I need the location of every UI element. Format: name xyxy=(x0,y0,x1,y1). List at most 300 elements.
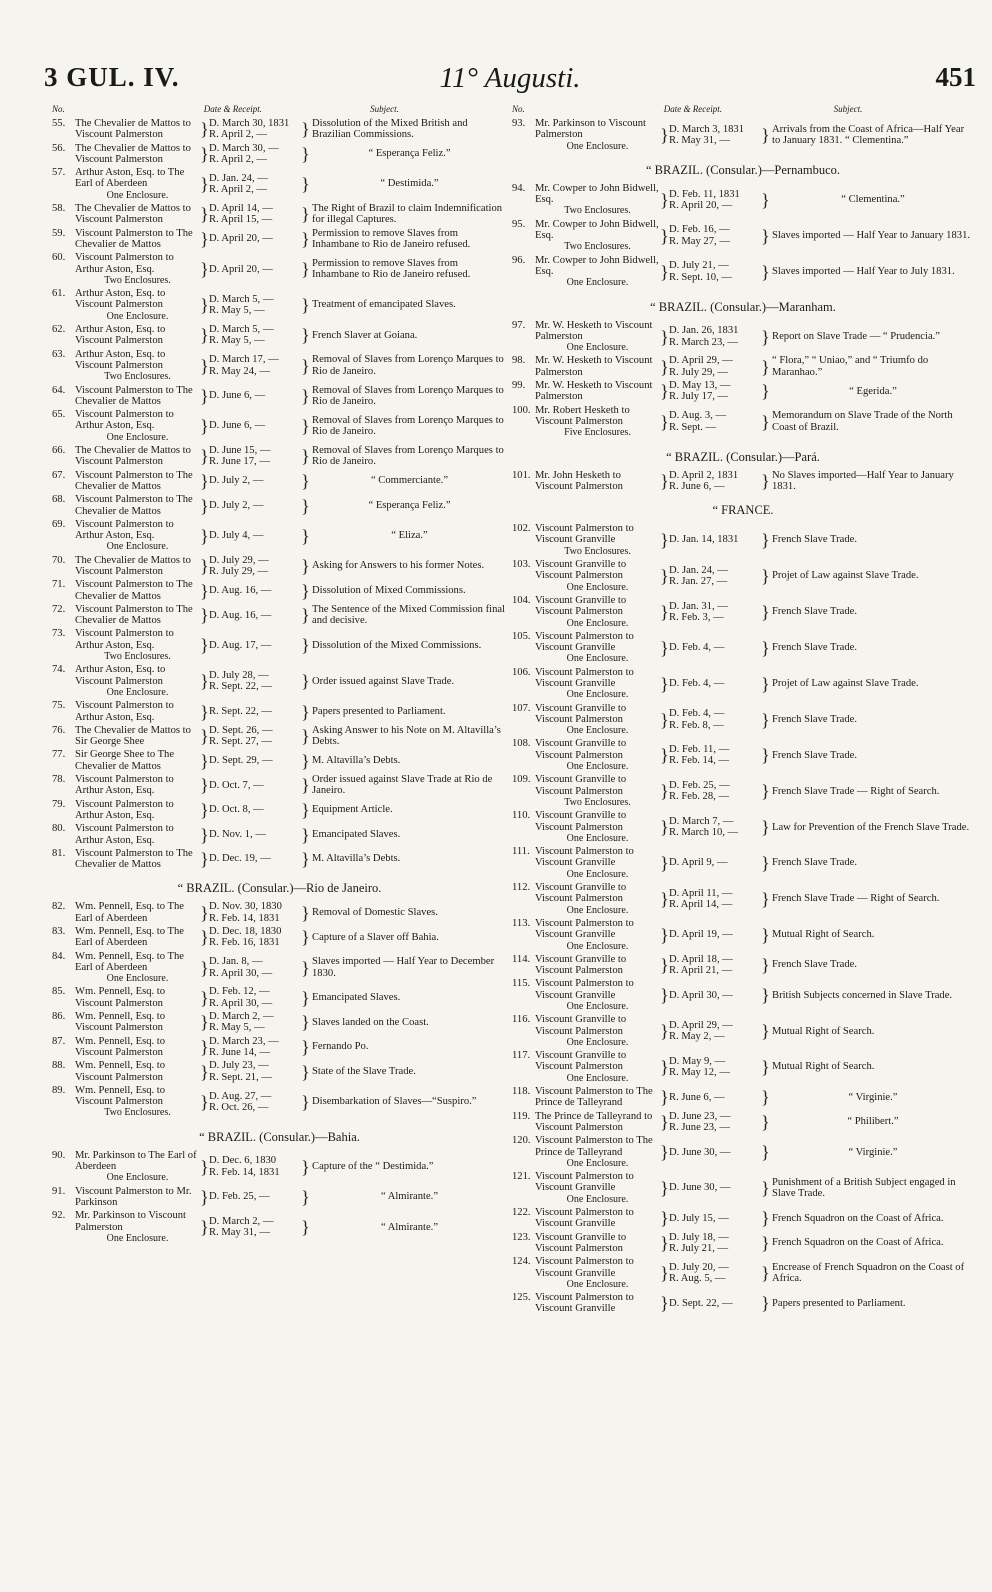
correspondent xyxy=(75,986,200,1009)
brace-icon: } xyxy=(200,470,209,491)
entry-number: 59. xyxy=(52,227,66,239)
receipt-date: R. March 23, — xyxy=(669,336,739,348)
brace-icon: } xyxy=(301,1036,310,1057)
receipt-date: R. May 27, — xyxy=(669,235,730,247)
correspondent-names: Viscount Palmerston to Arthur Aston, Esq. xyxy=(75,823,174,846)
enclosure-note: One Enclosure. xyxy=(566,761,629,773)
subject: Projet of Law against Slave Trade. xyxy=(772,570,919,582)
dispatch-date: D. Aug. 16, — xyxy=(209,609,272,621)
correspondent xyxy=(75,470,200,493)
correspondent xyxy=(75,725,200,748)
list-item xyxy=(52,323,507,348)
entry-list xyxy=(512,319,974,440)
dispatch-date: D. June 23, — xyxy=(669,1110,731,1122)
subject: “ Almirante.” xyxy=(380,1191,439,1203)
subject: The Sentence of the Mixed Commission final and decisive. xyxy=(312,603,506,627)
subject: Treatment of emancipated Slaves. xyxy=(312,299,456,311)
date-receipt xyxy=(209,519,301,553)
entry-number: 88. xyxy=(52,1060,66,1072)
list-item xyxy=(512,1206,974,1231)
correspondent-names: Wm. Pennell, Esq. to Viscount Palmerston xyxy=(75,1035,166,1058)
subject: Permission to remove Slaves from Inhambane to Rio de Janeiro refused. xyxy=(312,227,471,250)
entry-number: 69. xyxy=(52,518,66,530)
subject: “ Almirante.” xyxy=(380,1221,439,1233)
section-heading-france: “ FRANCE. xyxy=(712,503,774,518)
brace-icon: } xyxy=(200,701,209,722)
list-item xyxy=(512,630,974,666)
entry-number: 82. xyxy=(52,901,66,913)
correspondent-names: Wm. Pennell, Esq. to The Earl of Aberdeen xyxy=(75,901,184,924)
brace-icon: } xyxy=(200,671,209,692)
enclosure-note: One Enclosure. xyxy=(566,277,629,289)
brace-icon: } xyxy=(301,799,310,820)
correspondent xyxy=(535,978,660,1012)
dispatch-date: D. Sept. 26, — xyxy=(209,724,273,736)
brace-icon: } xyxy=(301,775,310,796)
dispatch-date: D. May 13, — xyxy=(669,380,731,392)
enclosure-note: One Enclosure. xyxy=(106,431,169,443)
date-receipt xyxy=(209,252,301,286)
brace-icon: } xyxy=(200,355,209,376)
dispatch-date: D. July 18, — xyxy=(669,1231,729,1243)
subject: French Slave Trade. xyxy=(772,642,858,654)
brace-icon: } xyxy=(200,555,209,576)
brace-icon: } xyxy=(301,555,310,576)
list-item xyxy=(52,900,507,925)
dispatch-date: D. Feb. 4, — xyxy=(669,708,725,720)
date-receipt xyxy=(209,628,301,662)
entry-number: 75. xyxy=(52,700,66,712)
entry-number: 79. xyxy=(52,798,66,810)
entry-list xyxy=(52,900,507,1119)
entry-number: 60. xyxy=(52,252,66,264)
list-item xyxy=(512,953,974,978)
brace-icon: } xyxy=(200,580,209,601)
entry-number: 112. xyxy=(512,882,531,894)
subject: Capture of a Slaver off Bahia. xyxy=(312,931,439,943)
dispatch-date: D. April 30, — xyxy=(669,989,733,1001)
enclosure-note: Two Enclosures. xyxy=(564,545,631,557)
brace-icon: } xyxy=(761,601,770,622)
date-receipt xyxy=(209,1150,301,1184)
correspondent-names: Viscount Palmerston to Viscount Granville xyxy=(535,1171,634,1194)
subject: Dissolution of Mixed Commissions. xyxy=(312,584,466,596)
list-item xyxy=(512,379,974,404)
list-item xyxy=(512,881,974,917)
correspondent xyxy=(75,519,200,553)
brace-icon: } xyxy=(660,985,669,1006)
brace-icon: } xyxy=(761,565,770,586)
brace-icon: } xyxy=(200,228,209,249)
subject: French Slave Trade — Right of Search. xyxy=(772,785,940,797)
correspondent xyxy=(75,1186,200,1209)
enclosure-note: One Enclosure. xyxy=(106,541,169,553)
receipt-date: R. April 2, — xyxy=(209,184,267,196)
subject: French Slaver at Goiana. xyxy=(312,329,418,341)
subject: “ Virginie.” xyxy=(848,1091,898,1103)
date-receipt xyxy=(209,951,301,985)
brace-icon: } xyxy=(200,204,209,225)
correspondent xyxy=(535,183,660,217)
dispatch-date: D. July 15, — xyxy=(669,1212,729,1224)
enclosure-note: Two Enclosures. xyxy=(104,1107,171,1119)
brace-icon: } xyxy=(660,1293,669,1314)
brace-icon: } xyxy=(761,225,770,246)
brace-icon: } xyxy=(200,1156,209,1177)
correspondent xyxy=(535,954,660,977)
entry-number: 120. xyxy=(512,1135,531,1147)
correspondent xyxy=(75,1085,200,1119)
correspondent-names: Mr. Parkinson to Viscount Palmerston xyxy=(75,1210,186,1233)
subject: No Slaves imported—Half Year to January 1831. xyxy=(772,469,954,492)
subject: Removal of Slaves from Lorenço Marques to Rio de Janeiro. xyxy=(312,354,504,377)
correspondent xyxy=(535,738,660,772)
date-receipt xyxy=(669,1232,761,1255)
correspondent-names: Viscount Palmerston to Arthur Aston, Esq. xyxy=(75,518,174,542)
brace-icon: } xyxy=(301,174,310,195)
receipt-date: R. April 14, — xyxy=(669,898,733,910)
correspondent-names: Viscount Palmerston to Viscount Granville xyxy=(535,978,634,1001)
dispatch-date: D. April 29, — xyxy=(669,1019,733,1031)
entry-list xyxy=(512,469,974,494)
date-receipt xyxy=(209,604,301,627)
correspondent xyxy=(535,320,660,354)
enclosure-note: One Enclosure. xyxy=(566,940,629,952)
session-date: 11° Augusti. xyxy=(439,62,581,94)
dispatch-date: D. March 7, — xyxy=(669,815,734,827)
correspondent xyxy=(75,799,200,822)
subject: Asking for Answers to his former Notes. xyxy=(312,560,485,572)
receipt-date: R. July 29, — xyxy=(209,565,269,577)
receipt-date: R. May 31, — xyxy=(209,1227,270,1239)
correspondent-names: Viscount Palmerston to Mr. Parkinson xyxy=(75,1185,192,1208)
correspondent-names: Viscount Palmerston to The Chevalier de Mattos xyxy=(75,469,193,492)
list-item xyxy=(52,1209,507,1245)
enclosure-note: One Enclosure. xyxy=(566,832,629,844)
entry-number: 105. xyxy=(512,630,531,642)
date-receipt xyxy=(669,559,761,593)
date-receipt xyxy=(669,320,761,354)
dispatch-date: D. Feb. 11, 1831 xyxy=(669,188,740,200)
brace-icon: } xyxy=(660,565,669,586)
list-item xyxy=(512,558,974,594)
subject: Arrivals from the Coast of Africa—Half Year to January 1831. “ Clementina.” xyxy=(772,123,965,146)
date-receipt xyxy=(209,579,301,602)
correspondent xyxy=(75,228,200,251)
section-heading-pernambuco: “ BRAZIL. (Consular.)—Pernambuco. xyxy=(645,162,841,177)
entry-number: 77. xyxy=(52,749,66,761)
brace-icon: } xyxy=(301,525,310,546)
correspondent xyxy=(75,445,200,468)
receipt-date: R. Feb. 14, — xyxy=(669,755,730,767)
receipt-date: R. April 2, — xyxy=(209,153,267,165)
correspondent xyxy=(535,405,660,439)
correspondent-names: The Chevalier de Mattos to Viscount Palmerston xyxy=(75,142,191,165)
list-item xyxy=(512,254,974,290)
list-item xyxy=(512,1110,974,1135)
dispatch-date: D. Jan. 31, — xyxy=(669,600,728,612)
brace-icon: } xyxy=(200,987,209,1008)
receipt-date: R. Aug. 5, — xyxy=(669,1273,726,1285)
brace-icon: } xyxy=(660,888,669,909)
entry-number: 90. xyxy=(52,1149,66,1161)
date-heading: Date & Receipt. xyxy=(203,104,262,114)
brace-icon: } xyxy=(200,1036,209,1057)
dispatch-date: D. Feb. 4, — xyxy=(669,677,725,689)
dispatch-date: D. Aug. 16, — xyxy=(209,584,272,596)
correspondent-names: Viscount Palmerston to Viscount Granville xyxy=(535,1207,634,1230)
entry-number: 102. xyxy=(512,523,531,535)
brace-icon: } xyxy=(301,1012,310,1033)
list-item xyxy=(512,594,974,630)
brace-icon: } xyxy=(200,1012,209,1033)
regnal-year: 3 GUL. IV. xyxy=(44,62,180,92)
entry-number: 87. xyxy=(52,1035,66,1047)
subject: French Slave Trade. xyxy=(772,857,858,869)
correspondent xyxy=(75,409,200,443)
brace-icon: } xyxy=(761,985,770,1006)
enclosure-note: Two Enclosures. xyxy=(104,371,171,383)
brace-icon: } xyxy=(200,143,209,164)
brace-icon: } xyxy=(761,1057,770,1078)
brace-icon: } xyxy=(301,495,310,516)
subject: Permission to remove Slaves from Inhambane to Rio de Janeiro refused. xyxy=(312,257,471,281)
dispatch-date: D. Feb. 12, — xyxy=(209,986,270,998)
subject: French Slave Trade. xyxy=(772,959,858,971)
date-receipt xyxy=(669,470,761,493)
correspondent xyxy=(75,628,200,662)
receipt-date: R. May 5, — xyxy=(209,335,265,347)
enclosure-note: One Enclosure. xyxy=(566,904,629,916)
brace-icon: } xyxy=(200,927,209,948)
dispatch-date: D. Oct. 7, — xyxy=(209,779,264,791)
date-receipt xyxy=(669,405,761,439)
date-receipt xyxy=(669,774,761,808)
list-item xyxy=(512,404,974,440)
correspondent xyxy=(75,167,200,201)
enclosure-note: One Enclosure. xyxy=(566,1278,629,1290)
brace-icon: } xyxy=(301,446,310,467)
list-item xyxy=(512,702,974,738)
list-item xyxy=(52,117,507,142)
enclosure-note: Two Enclosures. xyxy=(564,205,631,217)
date-receipt xyxy=(669,595,761,629)
brace-icon: } xyxy=(301,259,310,280)
correspondent xyxy=(535,1256,660,1290)
list-item xyxy=(512,1170,974,1206)
entry-number: 67. xyxy=(52,469,66,481)
brace-icon: } xyxy=(200,775,209,796)
correspondent xyxy=(75,555,200,578)
brace-icon: } xyxy=(200,1091,209,1112)
date-receipt xyxy=(209,167,301,201)
list-item xyxy=(52,663,507,699)
subject: “ Flora,” “ Uniao,” and “ Triumfo do Maranhao.” xyxy=(772,355,929,378)
brace-icon: } xyxy=(660,225,669,246)
brace-icon: } xyxy=(200,824,209,845)
subject: Papers presented to Parliament. xyxy=(312,705,446,717)
list-item xyxy=(512,117,974,153)
brace-icon: } xyxy=(660,124,669,145)
list-item xyxy=(52,202,507,227)
entry-number: 74. xyxy=(52,664,66,676)
entry-number: 76. xyxy=(52,724,66,736)
brace-icon: } xyxy=(200,174,209,195)
subject: “ Virginie.” xyxy=(848,1146,898,1158)
correspondent xyxy=(75,288,200,322)
dispatch-date: D. Jan. 24, — xyxy=(209,172,268,184)
correspondent-names: Wm. Pennell, Esq. to Viscount Palmerston xyxy=(75,1060,166,1083)
entry-number: 109. xyxy=(512,774,531,786)
correspondent xyxy=(75,1210,200,1244)
enclosure-note: One Enclosure. xyxy=(566,342,629,354)
brace-icon: } xyxy=(660,1111,669,1132)
list-item xyxy=(52,493,507,518)
dispatch-date: D. April 29, — xyxy=(669,355,733,367)
entry-list xyxy=(512,522,974,1316)
dispatch-date: D. Jan. 14, 1831 xyxy=(669,534,739,546)
correspondent-names: Mr. W. Hesketh to Viscount Palmerston xyxy=(535,355,653,378)
correspondent xyxy=(75,143,200,166)
receipt-date: R. Feb. 16, 1831 xyxy=(209,937,280,949)
brace-icon: } xyxy=(301,1061,310,1082)
dispatch-date: D. Aug. 27, — xyxy=(209,1090,272,1102)
list-item xyxy=(52,627,507,663)
brace-icon: } xyxy=(761,1111,770,1132)
entry-number: 116. xyxy=(512,1014,531,1026)
correspondent-names: Wm. Pennell, Esq. to The Earl of Aberdeen xyxy=(75,926,184,949)
enclosure-note: One Enclosure. xyxy=(566,140,629,152)
brace-icon: } xyxy=(301,385,310,406)
date-receipt xyxy=(209,1036,301,1059)
date-receipt xyxy=(209,1011,301,1034)
subject: Slaves imported — Half Year to July 1831. xyxy=(772,265,955,277)
brace-icon: } xyxy=(761,924,770,945)
dispatch-date: D. July 29, — xyxy=(209,554,269,566)
brace-icon: } xyxy=(200,799,209,820)
list-item xyxy=(52,554,507,579)
enclosure-note: Two Enclosures. xyxy=(104,274,171,286)
correspondent-names: Viscount Palmerston to The Chevalier de Mattos xyxy=(75,579,193,602)
brace-icon: } xyxy=(660,411,669,432)
entry-number: 61. xyxy=(52,288,66,300)
entry-number: 115. xyxy=(512,978,531,990)
correspondent-names: Viscount Palmerston to The Chevalier de Mattos xyxy=(75,847,193,871)
subject: Emancipated Slaves. xyxy=(312,828,401,840)
correspondent xyxy=(535,882,660,916)
brace-icon: } xyxy=(660,601,669,622)
list-item xyxy=(512,1255,974,1291)
correspondent-names: Wm. Pennell, Esq. to Viscount Palmerston xyxy=(75,986,166,1009)
correspondent xyxy=(75,951,200,985)
date-receipt xyxy=(209,555,301,578)
subject: Removal of Slaves from Lorenço Marques to Rio de Janeiro. xyxy=(312,445,504,468)
date-receipt xyxy=(209,203,301,226)
brace-icon: } xyxy=(301,824,310,845)
dispatch-date: D. Jan. 8, — xyxy=(209,956,263,968)
brace-icon: } xyxy=(761,1178,770,1199)
brace-icon: } xyxy=(660,530,669,551)
receipt-date: R. April 21, — xyxy=(669,965,733,977)
subject: “ Eliza.” xyxy=(391,530,428,542)
entry-number: 101. xyxy=(512,469,531,481)
date-receipt xyxy=(209,143,301,166)
list-item xyxy=(52,1084,507,1120)
brace-icon: } xyxy=(200,1186,209,1207)
receipt-date: R. May 31, — xyxy=(669,134,730,146)
entry-number: 62. xyxy=(52,324,66,336)
date-receipt xyxy=(669,738,761,772)
receipt-date: R. Feb. 3, — xyxy=(669,611,724,623)
subject: Projet of Law against Slave Trade. xyxy=(772,677,919,689)
receipt-date: R. April 20, — xyxy=(669,199,733,211)
correspondent-names: Viscount Palmerston to Arthur Aston, Esq. xyxy=(75,252,174,275)
dispatch-date: D. July 21, — xyxy=(669,260,729,272)
correspondent xyxy=(535,1135,660,1169)
correspondent-names: The Chevalier de Mattos to Viscount Palmerston xyxy=(75,118,191,141)
list-item xyxy=(52,444,507,469)
brace-icon: } xyxy=(660,1057,669,1078)
brace-icon: } xyxy=(761,709,770,730)
brace-icon: } xyxy=(301,605,310,626)
list-item xyxy=(52,384,507,409)
correspondent-names: Viscount Granville to Viscount Palmerston xyxy=(535,738,627,761)
brace-icon: } xyxy=(761,356,770,377)
correspondent-names: Viscount Palmerston to The Prince de Talleyrand xyxy=(535,1086,653,1109)
date-receipt xyxy=(209,228,301,251)
correspondent xyxy=(75,901,200,924)
date-receipt xyxy=(669,1292,761,1315)
correspondent-names: Viscount Granville to Viscount Palmerston xyxy=(535,953,627,977)
brace-icon: } xyxy=(761,745,770,766)
entry-number: 78. xyxy=(52,774,66,786)
correspondent xyxy=(75,1011,200,1034)
date-receipt xyxy=(209,470,301,493)
correspondent-names: Arthur Aston, Esq. to Viscount Palmerston xyxy=(75,348,166,371)
receipt-date: R. June 17, — xyxy=(209,456,270,468)
page-number: 451 xyxy=(935,62,976,92)
subject: Slaves landed on the Coast. xyxy=(312,1016,429,1028)
correspondent xyxy=(535,1292,660,1315)
correspondent-names: Viscount Granville to Viscount Palmerston xyxy=(535,594,627,618)
correspondent-names: Viscount Granville to Viscount Palmerston xyxy=(535,1231,627,1254)
list-item xyxy=(52,798,507,823)
date-receipt xyxy=(669,219,761,253)
date-receipt xyxy=(669,954,761,977)
brace-icon: } xyxy=(301,1186,310,1207)
list-item xyxy=(512,773,974,809)
receipt-date: R. June 23, — xyxy=(669,1121,730,1133)
dispatch-date: D. Jan. 24, — xyxy=(669,564,728,576)
list-item xyxy=(52,822,507,847)
list-item xyxy=(512,1013,974,1049)
enclosure-note: One Enclosure. xyxy=(566,1036,629,1048)
brace-icon: } xyxy=(200,446,209,467)
correspondent xyxy=(535,255,660,289)
correspondent xyxy=(75,579,200,602)
dispatch-date: D. June 30, — xyxy=(669,1146,731,1158)
receipt-date: R. Sept. 27, — xyxy=(209,736,272,748)
brace-icon: } xyxy=(761,1263,770,1284)
entry-number: 124. xyxy=(512,1256,531,1268)
date-receipt xyxy=(669,255,761,289)
receipt-date: R. March 10, — xyxy=(669,827,739,839)
dispatch-date: D. April 9, — xyxy=(669,857,728,869)
dispatch-date: D. Dec. 6, 1830 xyxy=(209,1155,277,1167)
date-receipt xyxy=(669,183,761,217)
entry-number: 65. xyxy=(52,409,66,421)
enclosure-note: One Enclosure. xyxy=(566,653,629,665)
